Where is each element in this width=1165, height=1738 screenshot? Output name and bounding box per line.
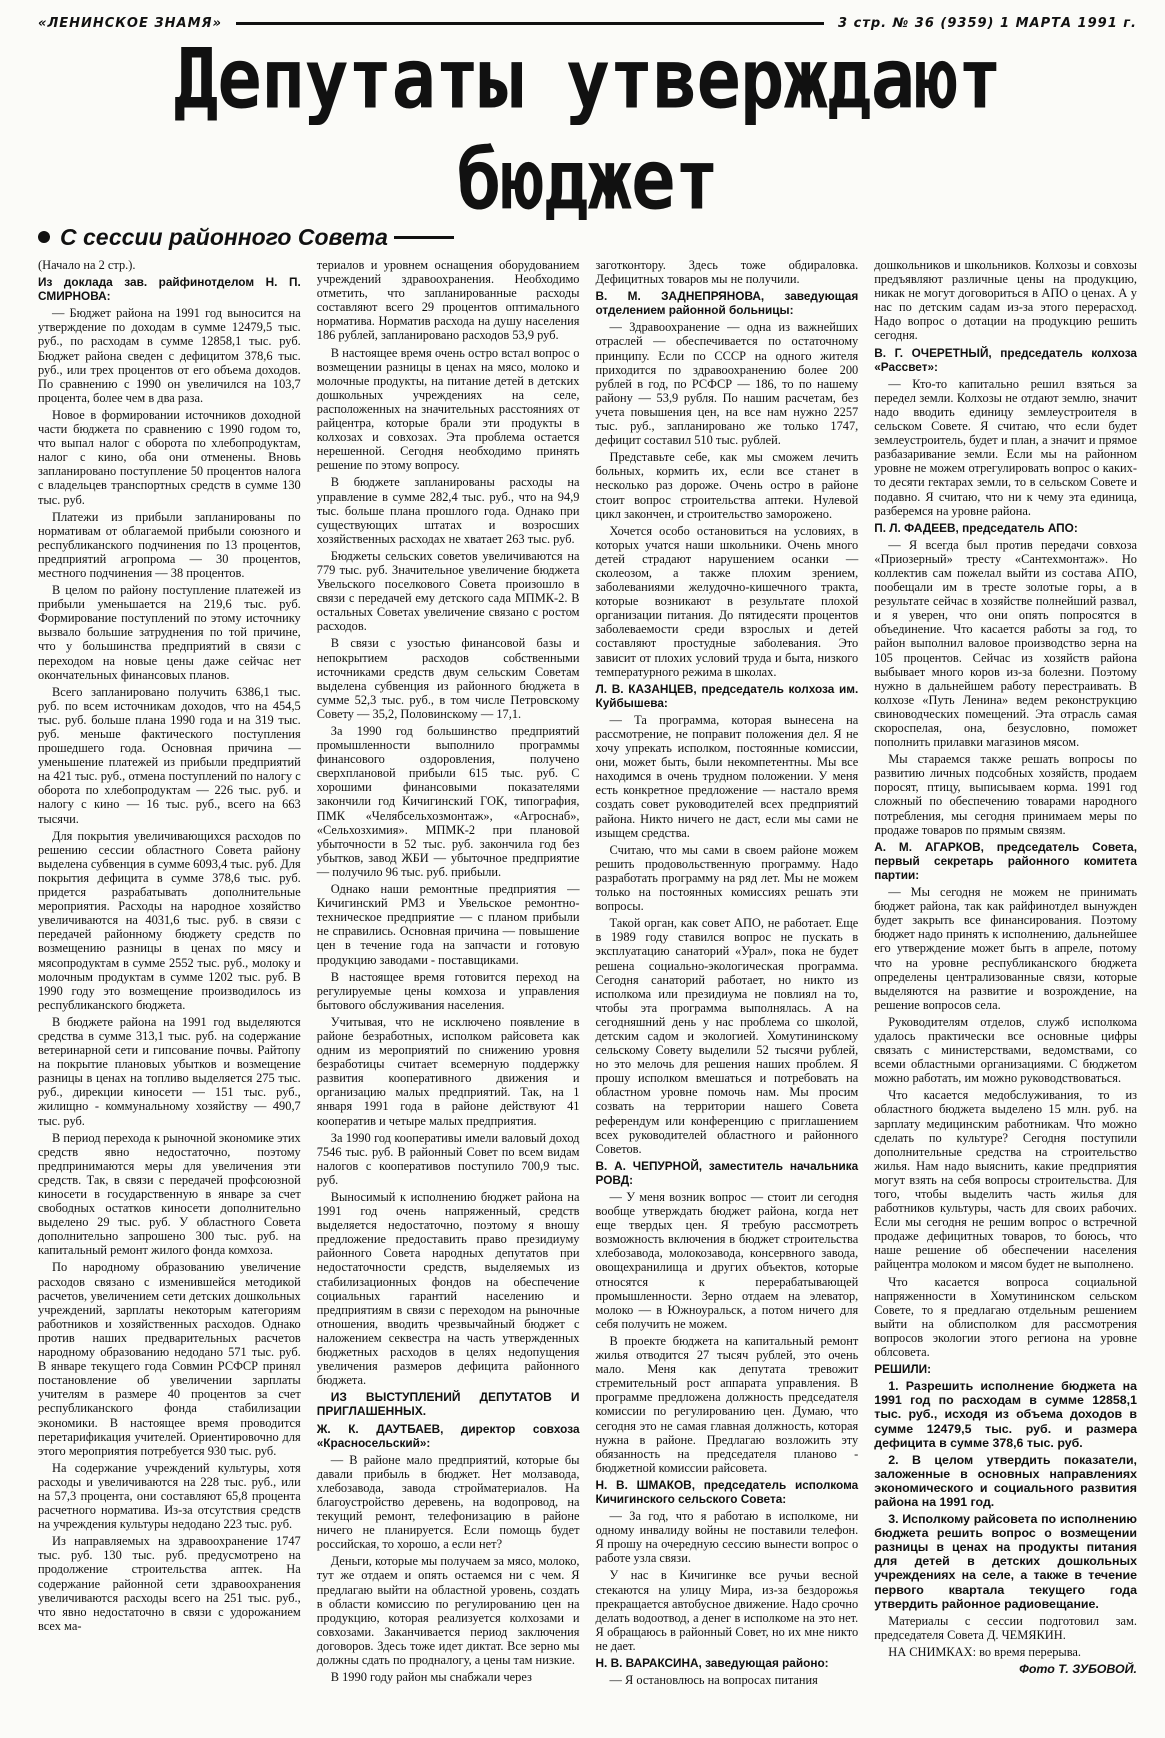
paragraph: Хочется особо остановиться на условиях, в которых учатся наши школьники. Очень много детей страдают нарушением осанки — сколеозом, а также плохим зрением, заболеваниями желудочно-кишечного тракта, которые возникают в результате плохой организации питания. До пятидесяти процентов заболеваемости среди взрослых и детей составляют простудные заболевания. Это зависит от плохих условий труда и быта, низкого температурного режима в школах. — [595, 523, 859, 679]
paragraph: В бюджете района на 1991 год выделяются средства в сумме 313,1 тыс. руб. на содержание ветеринарной сети и гипсование почвы. Райтопу на покрытие плановых убытков и возмещение разницы в ценах на топливо выделяется 275 тыс. руб., дирекции киносети — 151 тыс. руб., жилищно - коммунальному хозяйству — 490,7 тыс. руб. — [38, 1014, 301, 1128]
speaker: В. М. ЗАДНЕПРЯНОВА, заведующая отделением районной больницы: — [595, 289, 859, 318]
paragraph: В целом по району поступление платежей из прибыли уменьшается на 219,6 тыс. руб. Формирование поступлений по этому источнику вызвало большие затруднения по той причине, что у большинства предприятий в связи с переходом на новые цены даже сейчас нет окончательных финансовых планов. — [38, 583, 301, 682]
paragraph: Мы стараемся также решать вопросы по развитию личных подсобных хозяйств, продаем поросят, птицу, выписываем корма. 1991 год сложный по обеспечению товарами народного потребления, мы сегодня принимаем меры по продаже товаров по прямым связям. — [874, 752, 1137, 837]
resolution-item: 3. Исполкому райсовета по исполнению бюджета решить вопрос о возмещении разницы в ценах на продукты питания для детей в детских дошкольных учреждениях на селе, а также в течение первого квартала текущего года утвердить районное радиовещание. — [874, 1512, 1137, 1611]
report-title: Из доклада зав. райфинотделом Н. П. СМИРНОВА: — [38, 275, 301, 304]
paragraph: В 1990 году район мы снабжали через — [330, 1670, 532, 1685]
paragraph: В проекте бюджета на капитальный ремонт жилья отводится 27 тысяч рублей, это очень мало. Меня как депутата тревожит стремительный рост аппарата управления. В программе предложена должность председателя комиссии по регулированию цен. Думаю, что сегодня это не самая главная должность, которая нужна в районе. Предлагаю возложить эту обязанность на председателя планово - бюджетной комиссии райсовета. — [595, 1333, 859, 1475]
column-2 — [317, 258, 580, 1738]
paragraph: Руководителям отделов, служб исполкома удалось практически все основные цифры связать с министерствами, ведомствами, со всеми областными организациями. С бюджетом можно работать, им можно руководствоваться. — [874, 1014, 1137, 1086]
paragraph: Деньги, которые мы получаем за мясо, молоко, тут же отдаем и опять остаемся ни с чем. Я предлагаю выйти на областной уровень, создать в области комиссию по регулированию цен на продукцию, которая реализуется колхозами и совхозами. Заканчивается период заключения договоров. Здесь тоже идет диктат. Все зерно мы должны сдать по продналогу, а цены там низкие. — [316, 1554, 580, 1667]
speaker: А. М. АГАРКОВ, председатель Совета, первый секретарь районного комитета партии: — [874, 839, 1137, 882]
resolution-item: 2. В целом утвердить показатели, заложенные в основных направлениях экономического и социального развития района на 1991 год. — [874, 1452, 1137, 1509]
paragraph: За 1990 год кооперативы имели валовый доход 7546 тыс. руб. В районный Совет по всем видам налогов с кооперативов поступило 700,9 тыс. руб. — [316, 1130, 580, 1187]
article-body — [38, 258, 1137, 1738]
paragraph: В связи с узостью финансовой базы и непокрытием расходов собственными источниками средств двум сельским Советам выделена субвенция из районного бюджета в сумме 52,3 тыс. руб., в том числе Петровскому Совету — 35,2, Половинскому — 17,1. — [316, 636, 580, 721]
paragraph: Из направляемых на здравоохранение 1747 тыс. руб. 130 тыс. руб. предусмотрено на продолжение строительства аптек. На содержание районной сети здравоохранения увеличиваются расходы всего на 251 тыс. руб., что явно недостаточно в связи с удорожанием всех ма- — [38, 1534, 301, 1633]
bullet-icon — [38, 231, 50, 243]
paragraph: — Мы сегодня не можем не принимать бюджет района, так как райфинотдел вынужден будет закрыть все финансирования. Поэтому бюджет надо принять к исполнению, дальнейшее его утверждение может быть в апреле, потому что на уровне республиканского бюджета определены централизованные связи, которые выделяются на развитие и возрождение, на решение вопросов села. — [874, 885, 1137, 1012]
continued-note: (Начало на 2 стр.). — [38, 258, 136, 272]
paragraph: Платежи из прибыли запланированы по нормативам от облагаемой прибыли союзного и республиканского подчинения по 13 процентов, предприятий агропрома — 30 процентов, местного подчинения — 38 процентов. — [38, 509, 301, 580]
paragraph: Выносимый к исполнению бюджет района на 1991 год очень напряженный, средств выделяется недостаточно, поэтому я вношу предложение предоставить право президиуму районного Совета народных депутатов при недостаточности средств, выделяемых из стабилизационных фондов на обеспечение социальных гарантий населению и предприятиям в связи с переходом на рыночные отношения, вводить чрезвычайный бюджет с наложением секвестра на часть утвержденных бюджетных расходов в целях недопущения увеличения размеров дефицита районного бюджета. — [316, 1190, 580, 1388]
paragraph: дошкольников и школьников. Колхозы и совхозы предъявляют различные цены на продукцию, никак не могут договориться в АПО о ценах. А у нас по детским садам из-за этого перерасход. Надо вопрос о дотации на продукцию решить сегодня. — [874, 258, 1137, 343]
kicker-rule — [394, 236, 454, 239]
paragraph: Новое в формировании источников доходной части бюджета по сравнению с 1990 годом то, что выпал налог с оборота по хлебопродуктам, налог с кино, оба они отменены. Вновь запланировано поступление 50 процентов налога с владельцев транспортных средств в сумме 130 тыс. руб. — [38, 407, 301, 507]
paragraph: Что касается вопроса социальной напряженности в Хомутининском сельском Совете, то я предлагаю отдельным решением выйти на облисполком для рассмотрения вопросов экологии этого региона на уровне облсовета. — [874, 1274, 1137, 1360]
paragraph: Что касается медобслуживания, то из областного бюджета выделено 15 млн. руб. на зарплату медицинским работникам. Что можно сделать по культуре? Сегодня поступили дополнительные средства на строительство жилья. Нам надо выяснить, какие предприятия могут взять на себя вопросы строительства. Для того, чтобы выделить часть жилья для работников культуры, часть для своих рабочих. Если мы сегодня не решим вопрос о встречной продаже дефицитных товаров, то боюсь, что наше решение об обеспечении населения райцентра молоком и мясом будет не выполнено. — [874, 1088, 1137, 1272]
paragraph: — Здравоохранение — одна из важнейших отраслей — обеспечивается по остаточному принципу. Если по СССР на одного жителя приходится по здравоохранению более 200 рублей в год, по РСФСР — 186, то по нашему району — 53,9 рубля. По нашим расчетам, без учета повышения цен, на все нам нужно 2257 тыс. руб., запланировано же только 1747, дефицит составил 510 тыс. рублей. — [595, 320, 859, 448]
paragraph: Однако наши ремонтные предприятия — Кичигинский РМЗ и Увельское ремонтно-техническое предприятие — с планом прибыли не справились. Основная причина — повышение цен в течение года на запчасти и готовую продукцию заводами - поставщиками. — [316, 882, 580, 967]
paragraph: В бюджете запланированы расходы на управление в сумме 282,4 тыс. руб., что на 94,9 тыс. больше плана прошлого года. Однако при существующих штатах и возросших хозяйственных расходах не хватает 263 тыс. руб. — [316, 475, 580, 546]
subheading: ИЗ ВЫСТУПЛЕНИЙ ДЕПУТАТОВ И ПРИГЛАШЕННЫХ. — [316, 1390, 580, 1419]
paragraph: Такой орган, как совет АПО, не работает. Еще в 1989 году ставился вопрос не пускать в эксплуатацию санаторий «Урал», пока не будет решена социально-экологическая программа. Сегодня санаторий работает, но никто из исполкома или президиума не повлиял на то, чтобы эта программа выполнялась. А на сегодняшний день у нас проблема со школой, детским садом и экологией. Хомутининскому сельскому Совету выделили 52 тысячи рублей, но это мелочь для решения наших проблем. Я прошу исполком вмешаться и потребовать на областном уровне помочь нам. Мы просим созвать на территории нашего Совета референдум или конференцию с приглашением всех руководителей областного и районного Советов. — [595, 916, 859, 1156]
paragraph: — У меня возник вопрос — стоит ли сегодня вообще утверждать бюджет района, когда нет еще твердых цен. Я требую рассмотреть возможность включения в бюджет строительства хлебозавода, молокозавода, консервного завода, овощехранилища и других объектов, которые относятся к перерабатывающей промышленности. Зерно отдаем на элеватор, молоко — в Южноуральск, а потом ничего для себя получить не можем. — [595, 1190, 859, 1331]
paragraph: — В районе мало предприятий, которые бы давали прибыль в бюджет. Нет молзавода, хлебозавода, завода стройматериалов. На благоустройство деревень, на водопровод, на текущий ремонт, телефонизацию в районе ничего не планируется. Если помощь будет российская, то хорошо, а если нет? — [316, 1452, 580, 1552]
column-1 — [38, 258, 301, 1738]
paragraph: Считаю, что мы сами в своем районе можем решить продовольственную программу. Надо разработать программу на ряд лет. Мы не можем только на постоянных комиссиях решать эти вопросы. — [595, 842, 859, 914]
masthead-rule — [236, 22, 824, 25]
paragraph: По народному образованию увеличение расходов связано с изменившейся методикой расчетов, увеличением сети детских дошкольных учреждений, зарплаты некоторым категориям работников и хозяйственных расходов. Однако против наших предварительных расчетов народному образованию недодано 571 тыс. руб. В январе текущего года Совмин РСФСР принял постановление об увеличении зарплаты учителям в размере 40 процентов за счет республиканского фонда стабилизации экономики. В настоящее время проводится перетарификация учителей. Ориентировочно для этого мероприятия потребуется 930 тыс. руб. — [38, 1260, 301, 1458]
kicker-text: С сессии районного Совета — [60, 223, 388, 250]
materials-credit: Материалы с сессии подготовил зам. председателя Совета Д. ЧЕМЯКИН. — [874, 1613, 1137, 1642]
speaker: В. А. ЧЕПУРНОЙ, заместитель начальника РОВД: — [595, 1158, 859, 1187]
paragraph: Всего запланировано получить 6386,1 тыс. руб. по всем источникам доходов, что на 454,5 тыс. руб. больше плана 1990 года и на 319 тыс. руб. меньше фактического поступления прошедшего года. Основная причина — уменьшение платежей из прибыли предприятий на 421 тыс. руб., отмена поступлений по налогу с оборота по хлебопродуктам — 226 тыс. руб. и налогу с кино — 16 тыс. руб., всего на 663 тысячи. — [38, 684, 301, 826]
speaker: Ж. К. ДАУТБАЕВ, директор совхоза «Красносельский»: — [316, 1421, 580, 1450]
column-3 — [596, 258, 859, 1738]
paragraph: — Я всегда был против передачи совхоза «Приозерный» тресту «Сантехмонтаж». Но коллектив сам пожелал выйти из состава АПО, пообещали им в тресте золотые горы, а в результате сейчас в хозяйстве полнейший развал, и я уверен, что они опять попросятся в объединение. Что касается работы за год, то район выполнил валовое производство зерна на 105 процентов. Сейчас из хозяйств района выбывает много коров из-за болезни. Поэтому нужно в дальнейшем работу перестраивать. В колхозе «Путь Ленина» ведем реконструкцию свиноводческих помещений. Эта отрасль самая скороспелая, она, безусловно, поможет пополнить прилавки магазинов мясом. — [874, 537, 1137, 750]
issue-info: 3 стр. № 36 (9359) 1 МАРТА 1991 г. — [838, 15, 1137, 31]
paragraph: — Кто-то капитально решил взяться за передел земли. Колхозы не отдают землю, значит надо вводить единицу землеустроителя в сельском Совете. Я считаю, что если будет землеустроитель, будет и план, а значит и прямое разбазаривание земли. Если мы на районном уровне не можем отрегулировать вопрос о каких-то десяти гектарах земли, то в сельском Совете и подавно. Я считаю, что ни к чему эта единица, разберемся на уровне района. — [874, 376, 1137, 518]
resolution-heading: РЕШИЛИ: — [874, 1362, 932, 1377]
paragraph: Представьте себе, как мы сможем лечить больных, кормить их, если все станет в несколько раз дороже. Очень остро в районе стоит вопрос строительства аптеки. Нулевой цикл закончен, и строительство заморожено. — [595, 450, 859, 521]
paragraph: — Я остановлюсь на вопросах питания — [609, 1673, 818, 1688]
column-4 — [874, 258, 1137, 1738]
paragraph: В настоящее время готовится переход на регулируемые цены комхоза и управления бытового обслуживания населения. — [316, 969, 580, 1012]
paragraph: В настоящее время очень остро встал вопрос о возмещении разницы в ценах на мясо, молоко и молочные продукты, на питание детей в детских дошкольных учреждениях на селе, расположенных на значительных расстояниях от райцентра, которые брали эти продукты в колхозах и совхозах. Эта проблема остается нерешенной. Сегодня необходимо принять решение по этому вопросу. — [316, 345, 580, 473]
paragraph: За 1990 год большинство предприятий промышленности выполнило программы финансового оздоровления, получено сверхплановой прибыли 615 тыс. руб. С хорошими финансовыми показателями закончили год Кичигинский ГОК, типография, ПМК «Челябсельхозмонтаж», «Агроснаб», «Сельхозхимия». МПМК-2 при плановой убыточности в 52 тыс. руб. закончила год без убытков, завод ЖБИ — убыточное предприятие — получило 96 тыс. руб. прибыли. — [316, 724, 580, 879]
paragraph: У нас в Кичигинке все ручьи весной стекаются на улицу Мира, из-за бездорожья прекращается автобусное движение. Надо срочно делать водоотвод, а денег в исполкоме на это нет. Я обращаюсь в районный Совет, но их мне никто не дает. — [595, 1568, 859, 1653]
speaker: В. Г. ОЧЕРЕТНЫЙ, председатель колхоза «Рассвет»: — [874, 345, 1137, 374]
speaker: П. Л. ФАДЕЕВ, председатель АПО: — [874, 520, 1078, 535]
paragraph: Для покрытия увеличивающихся расходов по решению сессии областного Совета району выделена субвенция в сумме 6093,4 тыс. руб. Для покрытия дефицита в сумме 378,6 тыс. руб. придется разрабатывать дополнительные мероприятия. Расходы на народное хозяйство увеличиваются на 4031,6 тыс. руб. в связи с передачей районному бюджету средств по возмещению разницы в ценах по мясу и мясопродуктам в сумме 2552 тыс. руб., молоку и молочным продуктам в сумме 1202 тыс. руб. В 1990 году это возмещение производилось из республиканского бюджета. — [38, 828, 301, 1012]
paragraph: Бюджеты сельских советов увеличиваются на 779 тыс. руб. Значительное увеличение бюджета Увельского поселкового Совета произошло в связи с передачей ему детского сада МПМК-2. В остальных Советах увеличение связано с ростом расходов. — [316, 548, 580, 634]
resolution-item: 1. Разрешить исполнение бюджета на 1991 год по расходам в сумме 12858,1 тыс. руб., исходя из объема доходов в сумме 12479,5 тыс. руб. и размера дефицита в сумме 378,6 тыс. руб. — [874, 1379, 1137, 1450]
paragraph: В период перехода к рыночной экономике этих средств явно недостаточно, поэтому предпринимаются меры для увеличения эти средств. Так, в связи с передачей профсоюзной киносети в государственную в январе за счет свободных остатков киносети дополнительно выделено 29 тыс. руб. У областного Совета дополнительно запрошено 300 тыс. руб. на капитальный ремонт жилого фонда комхоза. — [38, 1130, 301, 1258]
headline: Депутаты утверждают бюджет — [173, 31, 1002, 229]
paragraph: — Бюджет района на 1991 год выносится на утверждение по доходам в сумме 12479,5 тыс. руб., по расходам в сумме 12858,1 тыс. руб. Бюджет района сведен с дефицитом 378,6 тыс. руб., или трех процентов от его объема доходов. По сравнению с 1990 он увеличился на 103,7 процента, более чем в два раза. — [38, 306, 301, 405]
speaker: Л. В. КАЗАНЦЕВ, председатель колхоза им. Куйбышева: — [595, 681, 859, 710]
paragraph: териалов и уровнем оснащения оборудованием учреждений здравоохранения. Необходимо отметить, что запланированные расходы составляют всего 29 процентов оптимального норматива. Норматив расхода на душу населения 186 рублей, запланировано расходов 53,9 руб. — [316, 258, 580, 343]
photo-credit: Фото Т. ЗУБОВОЙ. — [1019, 1662, 1137, 1676]
paragraph: Учитывая, что не исключено появление в районе безработных, исполком райсовета как одним из мероприятий по снижению уровня безработицы считает всемерную поддержку развития кооперативного движения и организацию малых предприятий. Так, на 1 января 1991 года в районе действуют 41 кооператив и четыре малых предприятия. — [316, 1014, 580, 1128]
paragraph: — За год, что я работаю в исполкоме, ни одному инвалиду войны не поставили телефон. Я прошу на очередную сессию вынести вопрос о работе узла связи. — [595, 1509, 859, 1566]
newspaper-name: «ЛЕНИНСКОЕ ЗНАМЯ» — [38, 15, 222, 31]
speaker: Н. В. ШМАКОВ, председатель исполкома Кичигинского сельского Совета: — [595, 1477, 859, 1506]
paragraph: заготконтору. Здесь тоже обдираловка. Дефицитных товаров мы не получили. — [595, 258, 859, 287]
paragraph: На содержание учреждений культуры, хотя расходы и увеличиваются на 228 тыс. руб., или на 57,3 процента, они составляют 65,8 процента расчетного норматива. Из-за отсутствия средств на учреждения культуры недодано 223 тыс. руб. — [38, 1460, 301, 1532]
speaker: Н. В. ВАРАКСИНА, заведующая районо: — [595, 1656, 829, 1670]
paragraph: — Та программа, которая вынесена на рассмотрение, не поправит положения дел. Я не хочу упрекать исполком, постоянные комиссии, они, может быть, были некомпетентны. Мы все находимся в очень трудном положении. У меня есть конкретное предложение — настало время создать совет руководителей всех предприятий района. Никто ничего не даст, если мы сами не изыщем средства. — [595, 712, 859, 840]
photo-caption: НА СНИМКАХ: во время перерыва. — [888, 1644, 1081, 1659]
